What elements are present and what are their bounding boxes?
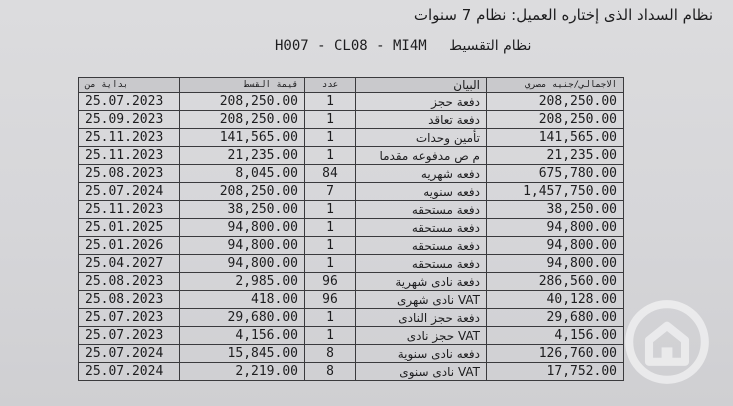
row-start-date: 25.11.2023 <box>79 129 180 147</box>
row-start-date: 25.11.2023 <box>79 147 180 165</box>
row-start-date: 25.07.2023 <box>79 93 180 111</box>
row-installment-value: 141,565.00 <box>180 129 305 147</box>
row-total: 29,680.00 <box>487 309 624 327</box>
row-start-date: 25.09.2023 <box>79 111 180 129</box>
column-header-installment-value: قيمة القسط <box>180 78 305 93</box>
row-count: 1 <box>305 111 356 129</box>
row-total: 1,457,750.00 <box>487 183 624 201</box>
row-start-date: 25.07.2024 <box>79 363 180 381</box>
row-description: دفعة مستحقه <box>356 255 487 273</box>
row-start-date: 25.08.2023 <box>79 165 180 183</box>
column-header-start-date: بداية من <box>79 78 180 93</box>
row-total: 94,800.00 <box>487 255 624 273</box>
row-installment-value: 94,800.00 <box>180 237 305 255</box>
row-total: 208,250.00 <box>487 93 624 111</box>
row-count: 1 <box>305 237 356 255</box>
row-installment-value: 29,680.00 <box>180 309 305 327</box>
table-row <box>79 129 624 147</box>
row-description: VAT نادى سنوى <box>356 363 487 381</box>
table-header-row <box>79 78 624 93</box>
row-count: 1 <box>305 219 356 237</box>
row-description: دفعة حجز النادى <box>356 309 487 327</box>
row-installment-value: 208,250.00 <box>180 111 305 129</box>
row-installment-value: 418.00 <box>180 291 305 309</box>
row-count: 1 <box>305 93 356 111</box>
row-count: 1 <box>305 201 356 219</box>
row-start-date: 25.11.2023 <box>79 201 180 219</box>
unit-code: H007 - CL08 - MI4M <box>275 38 427 54</box>
table-row <box>79 345 624 363</box>
row-count: 8 <box>305 345 356 363</box>
row-count: 1 <box>305 147 356 165</box>
table-row <box>79 147 624 165</box>
installment-plan-label: نظام التقسيط <box>449 38 532 54</box>
table-row <box>79 327 624 345</box>
table-row <box>79 363 624 381</box>
table-row <box>79 219 624 237</box>
row-count: 8 <box>305 363 356 381</box>
row-count: 7 <box>305 183 356 201</box>
row-start-date: 25.07.2024 <box>79 345 180 363</box>
row-installment-value: 4,156.00 <box>180 327 305 345</box>
house-logo-icon <box>622 297 712 387</box>
row-description: دفعة نادى شهرية <box>356 273 487 291</box>
table-row <box>79 183 624 201</box>
row-count: 1 <box>305 309 356 327</box>
row-description: دفعه شهريه <box>356 165 487 183</box>
row-start-date: 25.07.2023 <box>79 309 180 327</box>
row-total: 38,250.00 <box>487 201 624 219</box>
table-row <box>79 111 624 129</box>
row-total: 17,752.00 <box>487 363 624 381</box>
row-count: 1 <box>305 327 356 345</box>
column-header-description: البيان <box>356 78 487 93</box>
payment-system-title: نظام السداد الذى إختاره العميل: نظام 7 سنوات <box>413 6 713 24</box>
row-total: 4,156.00 <box>487 327 624 345</box>
row-description: م ص مدفوعه مقدما <box>356 147 487 165</box>
row-installment-value: 2,985.00 <box>180 273 305 291</box>
row-installment-value: 94,800.00 <box>180 255 305 273</box>
table-row <box>79 237 624 255</box>
row-start-date: 25.08.2023 <box>79 273 180 291</box>
row-installment-value: 15,845.00 <box>180 345 305 363</box>
row-description: دفعة مستحقه <box>356 201 487 219</box>
column-header-count: عدد <box>305 78 356 93</box>
row-installment-value: 38,250.00 <box>180 201 305 219</box>
row-description: دفعه سنويه <box>356 183 487 201</box>
row-start-date: 25.07.2024 <box>79 183 180 201</box>
installment-table <box>78 77 624 381</box>
row-start-date: 25.01.2025 <box>79 219 180 237</box>
row-count: 1 <box>305 129 356 147</box>
table-row <box>79 291 624 309</box>
row-total: 141,565.00 <box>487 129 624 147</box>
table-body <box>79 93 624 381</box>
row-total: 94,800.00 <box>487 219 624 237</box>
row-description: دفعة مستحقه <box>356 237 487 255</box>
row-total: 675,780.00 <box>487 165 624 183</box>
row-count: 96 <box>305 273 356 291</box>
row-description: دفعة حجز <box>356 93 487 111</box>
row-count: 96 <box>305 291 356 309</box>
row-description: VAT حجز نادى <box>356 327 487 345</box>
row-description: دفعة تعاقد <box>356 111 487 129</box>
row-installment-value: 94,800.00 <box>180 219 305 237</box>
row-total: 126,760.00 <box>487 345 624 363</box>
row-count: 84 <box>305 165 356 183</box>
table-row <box>79 255 624 273</box>
row-installment-value: 208,250.00 <box>180 183 305 201</box>
table-row <box>79 201 624 219</box>
row-total: 40,128.00 <box>487 291 624 309</box>
row-total: 286,560.00 <box>487 273 624 291</box>
row-start-date: 25.07.2023 <box>79 327 180 345</box>
row-count: 1 <box>305 255 356 273</box>
row-installment-value: 2,219.00 <box>180 363 305 381</box>
row-installment-value: 208,250.00 <box>180 93 305 111</box>
row-description: تأمين وحدات <box>356 129 487 147</box>
row-installment-value: 21,235.00 <box>180 147 305 165</box>
table-row <box>79 165 624 183</box>
row-description: دفعه نادى سنوية <box>356 345 487 363</box>
row-total: 21,235.00 <box>487 147 624 165</box>
row-start-date: 25.08.2023 <box>79 291 180 309</box>
row-total: 94,800.00 <box>487 237 624 255</box>
column-header-total: الاجمالي/جنيه مصري <box>487 78 624 93</box>
row-description: VAT نادى شهرى <box>356 291 487 309</box>
table-row <box>79 93 624 111</box>
row-start-date: 25.04.2027 <box>79 255 180 273</box>
row-total: 208,250.00 <box>487 111 624 129</box>
row-description: دفعة مستحقه <box>356 219 487 237</box>
unit-code-line <box>275 38 531 54</box>
row-start-date: 25.01.2026 <box>79 237 180 255</box>
row-installment-value: 8,045.00 <box>180 165 305 183</box>
table-row <box>79 309 624 327</box>
table-row <box>79 273 624 291</box>
